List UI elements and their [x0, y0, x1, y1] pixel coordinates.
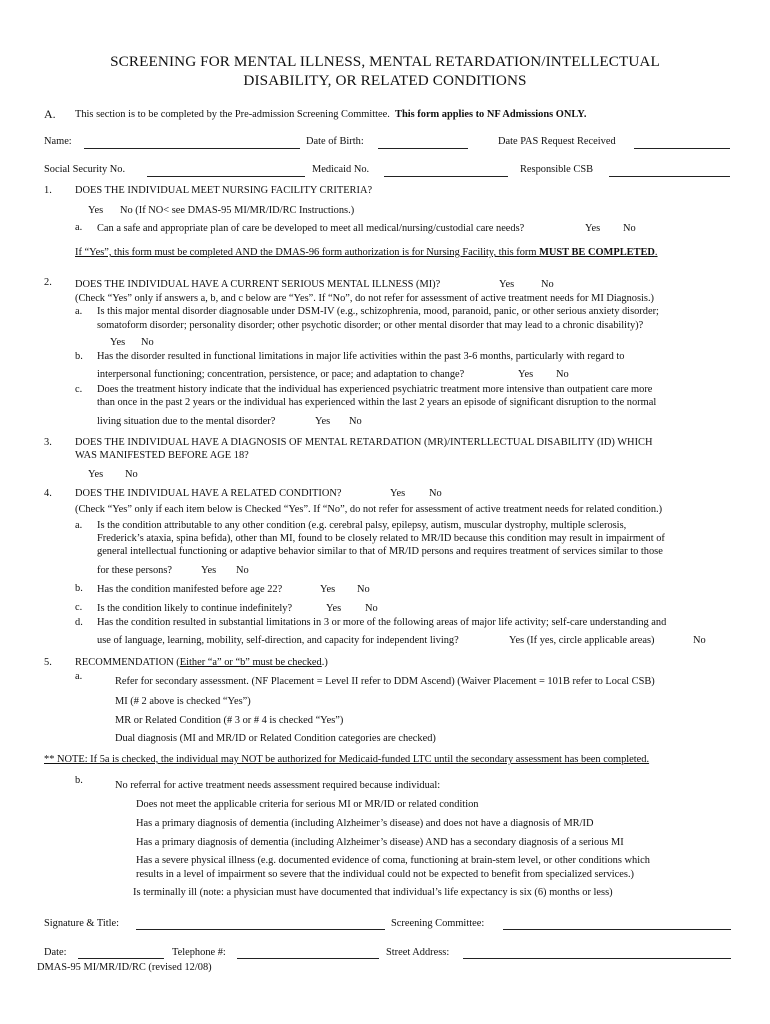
form-title-line2: DISABILITY, OR RELATED CONDITIONS [243, 72, 527, 89]
q4-yes[interactable]: Yes [390, 488, 406, 499]
medicaid-label: Medicaid No. [312, 164, 370, 175]
q2c-text-1: Does the treatment history indicate that the individual has experienced psychiatric treatment more intensive than outpatient care more [97, 384, 653, 395]
q5b-option-physical-illness-1[interactable]: Has a severe physical illness (e.g. documented evidence of coma, functioning at brain-stem level, or other conditions which [136, 855, 650, 866]
q2c-text-3: living situation due to the mental disorder? [97, 416, 276, 427]
q2-yes[interactable]: Yes [499, 279, 515, 290]
q2b-no[interactable]: No [556, 369, 569, 380]
q4c-no[interactable]: No [365, 603, 378, 614]
ssn-label: Social Security No. [44, 164, 126, 175]
q2c-yes[interactable]: Yes [315, 416, 331, 427]
telephone-field[interactable] [237, 958, 379, 959]
street-field[interactable] [463, 958, 731, 959]
q2b-label: b. [75, 351, 83, 362]
q5a-option-dual[interactable]: Dual diagnosis (MI and MR/ID or Related Condition categories are checked) [115, 733, 436, 744]
q5b-option-terminal[interactable]: Is terminally ill (note: a physician must have documented that individual’s life expectancy is six (6) months or less) [133, 887, 613, 898]
q2c-text-2: than once in the past 2 years or the individual has experienced within the last 2 years an episode of significant disruption to the normal [97, 397, 657, 408]
committee-field[interactable] [503, 929, 731, 930]
q4b-text: Has the condition manifested before age 22? [97, 584, 283, 595]
q4d-yes[interactable]: Yes (If yes, circle applicable areas) [509, 635, 655, 646]
street-label: Street Address: [386, 947, 450, 958]
pas-date-label: Date PAS Request Received [498, 136, 616, 147]
q4b-label: b. [75, 583, 83, 594]
q4a-text-3: general intellectual functioning or adaptive behavior similar to that of MR/ID persons and requires treatment of services similar to those [97, 546, 663, 557]
q4a-no[interactable]: No [236, 565, 249, 576]
q4d-text-1: Has the condition resulted in substantial limitations in 3 or more of the following areas of major life activity; self-care understanding and [97, 617, 667, 628]
q4b-yes[interactable]: Yes [320, 584, 336, 595]
q2-check-note: (Check “Yes” only if answers a, b, and c below are “Yes”. If “No”, do not refer for assessment of active treatment needs for MI Diagnosis.) [75, 293, 655, 304]
q1-number: 1. [44, 185, 52, 196]
q4a-text-2: Frederick’s ataxia, spina befida), other than MI, found to be closely related to MR/ID because this condition may result in impairment of [97, 533, 665, 544]
q5b-option-dementia-no-mrid[interactable]: Has a primary diagnosis of dementia (including Alzheimer’s disease) and does not have a diagnosis of MR/ID [136, 818, 594, 829]
q2-text: DOES THE INDIVIDUAL HAVE A CURRENT SERIOUS MENTAL ILLNESS (MI)? [75, 279, 441, 290]
q1a-text: Can a safe and appropriate plan of care be developed to meet all medical/nursing/custodial care needs? [97, 223, 525, 234]
dob-label: Date of Birth: [306, 136, 364, 147]
q5b-option-criteria[interactable]: Does not meet the applicable criteria for serious MI or MR/ID or related condition [136, 799, 479, 810]
q4a-label: a. [75, 520, 83, 531]
q2c-no[interactable]: No [349, 416, 362, 427]
q3-text-1: DOES THE INDIVIDUAL HAVE A DIAGNOSIS OF MENTAL RETARDATION (MR)/INTERLLECTUAL DISABILITY (ID) WHICH [75, 437, 653, 448]
signature-label: Signature & Title: [44, 918, 120, 929]
q2a-yes[interactable]: Yes [110, 337, 126, 348]
q5b-option-dementia-mi[interactable]: Has a primary diagnosis of dementia (including Alzheimer’s disease) AND has a secondary diagnosis of a serious MI [136, 837, 624, 848]
q3-yes[interactable]: Yes [88, 469, 104, 480]
ssn-field[interactable] [147, 176, 305, 177]
q5b-option-physical-illness-2: results in a level of impairment so severe that the individual could not be expected to benefit from specialized services.) [136, 869, 635, 880]
q1-note: If “Yes”, this form must be completed AND the DMAS-96 form authorization is for Nursing Facility, this form MUST BE COMPLETED. [75, 247, 658, 258]
q2a-text-2: somatoform disorder; personality disorder; other psychotic disorder; or other mental disorder that may lead to a chronic disability)? [97, 320, 644, 331]
q4d-label: d. [75, 617, 83, 628]
q3-number: 3. [44, 437, 52, 448]
q2a-text-1: Is this major mental disorder diagnosable under DSM-IV (e.g., schizophrenia, mood, paranoid, panic, or other serious anxiety disorder; [97, 306, 659, 317]
date-label: Date: [44, 947, 67, 958]
q4-no[interactable]: No [429, 488, 442, 499]
q5-number: 5. [44, 657, 52, 668]
q4a-yes[interactable]: Yes [201, 565, 217, 576]
csb-field[interactable] [609, 176, 730, 177]
q2b-yes[interactable]: Yes [518, 369, 534, 380]
q4c-yes[interactable]: Yes [326, 603, 342, 614]
q2b-text-1: Has the disorder resulted in functional limitations in major life activities within the past 3-6 months, particularly with regard to [97, 351, 625, 362]
form-id: DMAS-95 MI/MR/ID/RC (revised 12/08) [37, 962, 212, 973]
name-label: Name: [44, 136, 72, 147]
q4d-text-2: use of language, learning, mobility, self-direction, and capacity for independent living? [97, 635, 459, 646]
q1a-no[interactable]: No [623, 223, 636, 234]
q4d-no[interactable]: No [693, 635, 706, 646]
q4-check-note: (Check “Yes” only if each item below is Checked “Yes”. If “No”, do not refer for assessment of active treatment needs for related condition.) [75, 504, 663, 515]
name-field[interactable] [84, 148, 300, 149]
q5a-option-mi[interactable]: MI (# 2 above is checked “Yes”) [115, 696, 251, 707]
q2-no[interactable]: No [541, 279, 554, 290]
pas-date-field[interactable] [634, 148, 730, 149]
q1a-yes[interactable]: Yes [585, 223, 601, 234]
q5a-option-mr[interactable]: MR or Related Condition (# 3 or # 4 is checked “Yes”) [115, 715, 344, 726]
q5-text: RECOMMENDATION (Either “a” or “b” must be checked.) [75, 657, 328, 668]
q5b-label: b. [75, 775, 83, 786]
q2c-label: c. [75, 384, 83, 395]
q4c-label: c. [75, 602, 83, 613]
dob-field[interactable] [378, 148, 468, 149]
q2b-text-2: interpersonal functioning; concentration, persistence, or pace; and adaptation to change? [97, 369, 465, 380]
q2a-no[interactable]: No [141, 337, 154, 348]
q2a-label: a. [75, 306, 83, 317]
q5b-text: No referral for active treatment needs assessment required because individual: [115, 780, 441, 791]
q5a-label: a. [75, 671, 83, 682]
committee-label: Screening Committee: [391, 918, 485, 929]
q4-text: DOES THE INDIVIDUAL HAVE A RELATED CONDITION? [75, 488, 342, 499]
section-a-intro: This section is to be completed by the Pre-admission Screening Committee. This form applies to NF Admissions ONLY. [75, 109, 587, 120]
q4a-text-1: Is the condition attributable to any other condition (e.g. cerebral palsy, epilepsy, autism, muscular dystrophy, multiple sclerosis, [97, 520, 627, 531]
section-a-letter: A. [44, 107, 56, 121]
q2-number: 2. [44, 277, 52, 288]
q4-number: 4. [44, 488, 52, 499]
q5-secondary-note: ** NOTE: If 5a is checked, the individual may NOT be authorized for Medicaid-funded LTC until the secondary assessment has been completed. [44, 754, 650, 765]
q4b-no[interactable]: No [357, 584, 370, 595]
medicaid-field[interactable] [384, 176, 508, 177]
q1-yes[interactable]: Yes [88, 205, 104, 216]
telephone-label: Telephone #: [172, 947, 226, 958]
q3-text-2: WAS MANIFESTED BEFORE AGE 18? [75, 450, 249, 461]
q5a-option-refer[interactable]: Refer for secondary assessment. (NF Placement = Level II refer to DDM Ascend) (Waiver Placement = 101B refer to Local CSB) [115, 676, 655, 687]
signature-field[interactable] [136, 929, 385, 930]
form-title-line1: SCREENING FOR MENTAL ILLNESS, MENTAL RETARDATION/INTELLECTUAL [110, 53, 660, 70]
q1a-label: a. [75, 222, 83, 233]
q4c-text: Is the condition likely to continue indefinitely? [97, 603, 293, 614]
q3-no[interactable]: No [125, 469, 138, 480]
csb-label: Responsible CSB [520, 164, 594, 175]
q4a-text-4: for these persons? [97, 565, 173, 576]
q1-text: DOES THE INDIVIDUAL MEET NURSING FACILITY CRITERIA? [75, 185, 373, 196]
q1-no[interactable]: No (If NO< see DMAS-95 MI/MR/ID/RC Instructions.) [120, 205, 355, 216]
date-field[interactable] [78, 958, 164, 959]
